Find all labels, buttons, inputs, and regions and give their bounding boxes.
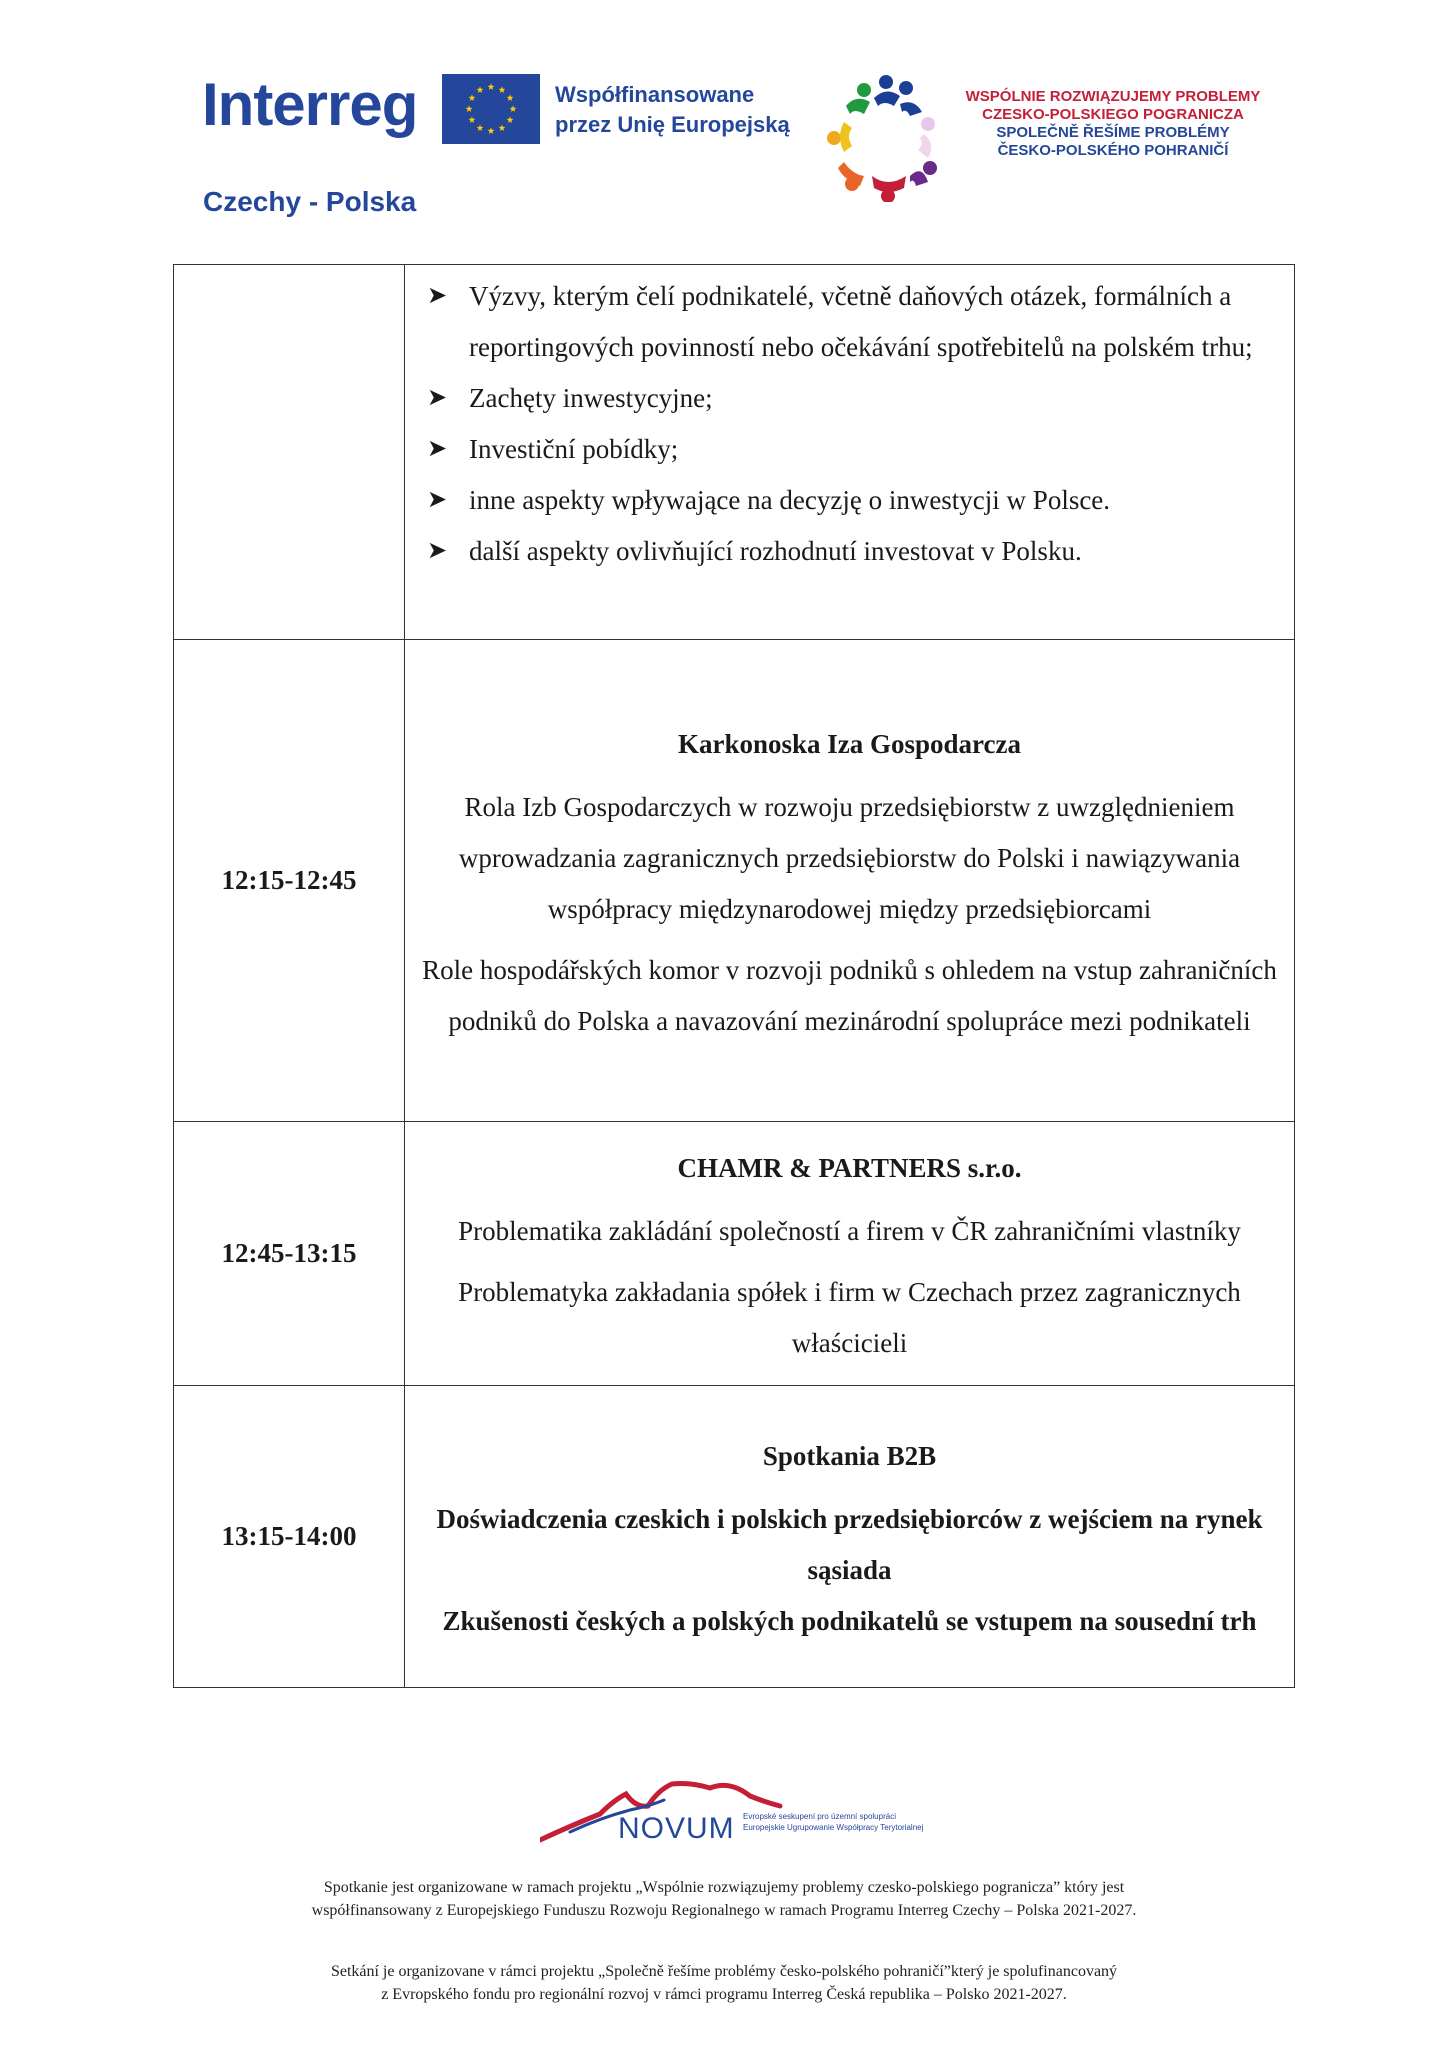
- agenda-row-chamr-partners: [174, 1122, 1295, 1386]
- agenda-row-chamber-of-commerce: [174, 640, 1295, 1122]
- list-item-text: inne aspekty wpływające na decyzję o inwestycji w Polsce.: [469, 485, 1111, 515]
- funding-note-cz-line-2: z Evropského fondu pro regionální rozvoj v rámci programu Interreg Česká republika – Polsko 2021-2027.: [381, 1986, 1067, 2003]
- agenda-time-cell: [174, 265, 405, 640]
- speaker-organization: Karkonoska Iza Gospodarcza: [677, 729, 1022, 759]
- people-circle-logo-icon: [824, 72, 964, 202]
- novum-wordmark: NOVUM: [618, 1812, 735, 1845]
- list-item: [427, 271, 1274, 373]
- novum-tagline-pl: Europejskie Ugrupowanie Współpracy Terytorialnej: [743, 1823, 924, 1832]
- funding-note-pl-line-2: współfinansowany z Europejskiego Funduszu Rozwoju Regionalnego w ramach Programu Interreg Czechy – Polska 2021-2027.: [311, 1902, 1137, 1919]
- topic-pl: Rola Izb Gospodarczych w rozwoju przedsiębiorstw z uwzględnieniem wprowadzania zagranicznych przedsiębiorstw do Polski i nawiązywania współpracy międzynarodowej między przedsiębiorcami: [458, 792, 1241, 924]
- funding-note-pl: [150, 1876, 1298, 1922]
- arrowhead-bullet-icon: ➤: [427, 487, 448, 513]
- novum-mountains-logo-icon: [540, 1766, 980, 1846]
- investment-aspects-list: [427, 271, 1274, 577]
- funding-note-pl-line-1: Spotkanie jest organizowane w ramach projektu „Wspólnie rozwiązujemy problemy czesko-polskiego pogranicza” który jest: [323, 1879, 1125, 1896]
- funding-note-cz: [150, 1960, 1298, 2006]
- agenda-content-cell: [405, 265, 1295, 640]
- list-item-text: Výzvy, kterým čelí podnikatelé, včetně daňových otázek, formálních a reportingových povinností nebo očekávání spotřebitelů na polském trhu;: [469, 281, 1253, 362]
- agenda-time-cell: 12:45-13:15: [174, 1122, 405, 1386]
- arrowhead-bullet-icon: ➤: [427, 436, 448, 462]
- agenda-time-cell: 13:15-14:00: [174, 1386, 405, 1688]
- slogan-cz-line-2: ČESKO-POLSKÉHO POHRANIČÍ: [997, 142, 1229, 159]
- agenda-content-cell: [405, 1386, 1295, 1688]
- agenda-row-b2b-meetings: [174, 1386, 1295, 1688]
- topic-cz: Zkušenosti českých a polských podnikatelů se vstupem na sousední trh: [442, 1606, 1257, 1636]
- arrowhead-bullet-icon: ➤: [427, 538, 448, 564]
- funding-note-cz-line-1: Setkání je organizovane v rámci projektu „Společně řešíme problémy česko-polského pohraničí”který je spolufinancovaný: [330, 1963, 1118, 1980]
- list-item-text: Zachęty inwestycyjne;: [469, 383, 713, 413]
- speaker-organization: CHAMR & PARTNERS s.r.o.: [677, 1153, 1022, 1183]
- interreg-wordmark: Interreg: [202, 71, 418, 138]
- interreg-program-name: Czechy - Polska: [203, 186, 417, 217]
- novum-tagline-cz: Evropské seskupení pro územní spolupráci: [743, 1812, 896, 1821]
- agenda-content-cell: [405, 1122, 1295, 1386]
- agenda-content-cell: [405, 640, 1295, 1122]
- topic-pl: Doświadczenia czeskich i polskich przedsiębiorców z wejściem na rynek sąsiada: [436, 1504, 1263, 1585]
- list-item-text: další aspekty ovlivňující rozhodnutí investovat v Polsku.: [469, 536, 1082, 566]
- agenda-table: [173, 264, 1295, 1688]
- topic-cz: Role hospodářských komor v rozvoji podniků s ohledem na vstup zahraničních podniků do Polska a navazování mezinárodní spolupráce mezi podnikateli: [422, 955, 1277, 1036]
- cofinanced-line-1: Współfinansowane: [555, 82, 755, 107]
- project-slogan: [952, 88, 1274, 160]
- eu-flag-icon: [442, 74, 540, 144]
- arrowhead-bullet-icon: ➤: [427, 283, 448, 309]
- slogan-pl-line-2: CZESKO-POLSKIEGO POGRANICZA: [982, 106, 1244, 123]
- novum-tagline: [743, 1811, 923, 1833]
- slogan-cz-line-1: SPOLEČNĚ ŘEŠÍME PROBLÉMY: [996, 124, 1230, 141]
- list-item: [427, 526, 1274, 577]
- list-item: [427, 475, 1274, 526]
- session-title: Spotkania B2B: [762, 1441, 937, 1471]
- cofinanced-label: [555, 80, 790, 140]
- list-item-text: Investiční pobídky;: [469, 434, 679, 464]
- list-item: [427, 373, 1274, 424]
- cofinanced-line-2: przez Unię Europejską: [555, 112, 790, 137]
- agenda-time-cell: 12:15-12:45: [174, 640, 405, 1122]
- slogan-pl-line-1: WSPÓLNIE ROZWIĄZUJEMY PROBLEMY: [965, 88, 1261, 105]
- arrowhead-bullet-icon: ➤: [427, 385, 448, 411]
- topic-pl: Problematyka zakładania spółek i firm w Czechach przez zagranicznych właścicieli: [458, 1277, 1241, 1358]
- topic-cz: Problematika zakládání společností a firem v ČR zahraničními vlastníky: [458, 1216, 1241, 1246]
- list-item: [427, 424, 1274, 475]
- agenda-row-investment-aspects: [174, 265, 1295, 640]
